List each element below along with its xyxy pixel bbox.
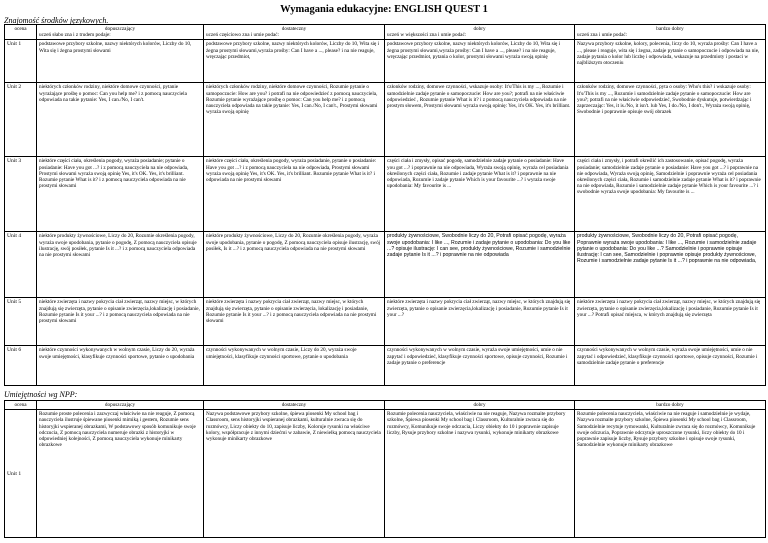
cell-dostateczny: podstawowe przybory szkolne, nazwy niektórych kolorów, Liczby do 10, Wita się i żegna prostymi słowami,wyraża prośby: Can I have a ..., please? i na nie reaguje, wręczając przedmiot, [204,40,385,83]
section2-heading: Umiejętności wg NPP: [4,390,78,399]
table-row [5,40,766,83]
npp-skills-table [4,400,766,538]
header-dopuszczajacy: dopuszczający [37,401,204,410]
header-dopuszczajacy: dopuszczający uczeń słabo zna i z trudem podaje: [37,25,204,40]
section1-heading: Znajomość środków językowych. [4,16,109,25]
unit-label: Unit 1 [5,40,37,83]
cell-dobry: podstawowe przybory szkolne, nazwy niektórych kolorów, Liczby do 10, Wita się i żegna prostymi słowami,wyraża prośby: Can I have a ..., please? i na nie reaguje, wręczając przedmiot, pytania o kolor, prostymi słowami wyraża swoją opinię [385,40,575,83]
header-dobry: dobry uczeń w większości zna i umie podać: [385,25,575,40]
language-skills-table [4,24,766,386]
unit-label: Unit 1 [5,410,37,538]
cell-dostateczny: niektóre części ciała, określenia pogody, wyraża posiadanie, pytanie o posiadanie: Have you got ...? i z pomocą nauczyciela na nie odpowiada, Prostymi słowami wyraża swoją opinię Yes, it's OK. Yes, it's brilliant. Rozumie pytanie What is it? i odpowiada na nie prostymi słowami [204,157,385,232]
page-title: Wymagania edukacyjne: ENGLISH QUEST 1 [280,4,488,15]
cell-dopuszczajacy: niektóre czynności wykonywanych w wolnym czasie, Liczy do 20, wyraża swoje umiejętności, klasyfikuje czynności sportowe, pytanie o upodobania [37,346,204,386]
cell-dopuszczajacy: Rozumie proste polecenia i zazwyczaj właściwie na nie reaguje, Z pomocą nauczyciela ilustruje śpiewane piosenki mimiką i gestem, Rozumie sens historyjki wspieranej obrazkami, W podstawowy sposób komunikuje swoje odczucia, Z pomocą nauczyciela numeruje obrazki z historyjki w odpowiedniej kolejności, Z pomocą nauczyciela wykonuje minikarty obrazkowe [37,410,204,538]
cell-bardzo-dobry: członków rodziny, domowe czynności, pyta o osoby: Who's this? i wskazuje osoby: It's/This is my ..., Rozumie i samodzielnie zadaje pytanie o samopoczucie: How are you?; potrafi na nie właściwie odpowiedzieć, Swobodnie dyskutuje, potwierdzając i zaprzeczając: Yes, it is./No, it isn't. lub Yes, I do./No, I don't., Wyraża swoją opinię, Swobodnie i poprawnie opisuje swój obrazek [575,83,766,157]
unit-label: Unit 5 [5,298,37,346]
cell-dopuszczajacy: niektóre zwierzęta i nazwy pokrycia ciał zwierząt, nazwy miejsc, w których znajdują się zwierzęta, pytanie o opisanie zwierzęcia,lokalizację i posiadanie, Rozumie pytanie Is it your ...? i z pomocą nauczyciela odpowiada na nie prostymi słowami [37,298,204,346]
header-bardzo-dobry: bardzo dobry uczeń zna i umie podać: [575,25,766,40]
cell-dobry: czynności wykonywanych w wolnym czasie, wyraża swoje umiejętności, umie o nie zapytać i odpowiedzieć, klasyfikuje czynności sportowe, opisuje czynności, Rozumie i zadaje pytanie o preferencje [385,346,575,386]
cell-dopuszczajacy: niektóre części ciała, określenia pogody, wyraża posiadanie; pytanie o posiadanie: Have you got ...? i z pomocą nauczyciela na nie odpowiada, Prostymi słowami wyraża swoją opinię Yes, it's OK. Yes, it's brilliant. Rozumie pytanie What is it? i z pomocą nauczyciela odpowiada na nie prostymi słowami [37,157,204,232]
cell-dopuszczajacy: podstawowe przybory szkolne, nazwy niektórych kolorów, Liczby do 10, Wita się i żegna prostymi słowami [37,40,204,83]
cell-bardzo-dobry: części ciała i zmysły, i potrafi określić ich zastosowanie, opisać pogodę, wyraża posiadanie; samodzielnie zadaje pytanie o posiadanie: Have you got ...? i poprawnie na nie odpowiada, Wyraża swoją opinię, Samodzielnie i poprawnie wyraża cel posiadania określonych części ciała, Rozumie i samodzielnie zadaje pytanie What is it? i poprawnie na nie odpowiada, Rozumie i samodzielnie zadaje pytanie Which is your favourite ...? i swobodnie wyraża swoje upodobania: My favourite is ... [575,157,766,232]
cell-dobry: części ciała i zmysły, opisać pogodę, samodzielnie zadaje pytanie o posiadanie: Have you got ...? i poprawnie na nie odpowiada, Wyraża swoją opinię, wyraża cel posiadania określonych części ciała, Rozumie i zadaje pytanie What is it? i poprawnie na nie odpowiada, Rozumie i zadaje pytanie Which is your favourite ...? i wyraża swoje upodobania: My favourite is ... [385,157,575,232]
header-ocena: ocena [5,401,37,410]
cell-dostateczny: Nazywa podstawowe przybory szkolne, śpiewa piosenki My school bag i Classroom, sens historyjki wspieranej obrazkami, kulturalnie zwraca się do rozmówcy, Liczy obiekty do 10, zapisuje liczby, Koloruje rysunki na właściwe kolory, współpracuje z innymi dziećmi w zabawie, Z niewielką pomocą nauczyciela wykonuje minikarty obrazkowe [204,410,385,538]
table-header-row [5,25,766,40]
cell-dostateczny: niektóre produkty żywnościowe, Liczy do 20, Rozumie określenia pogody, wyraża swoje upodobania, pytanie o pogodę, Z pomocą nauczyciela opisuje ilustrację, swój posiłek, Is it ...? i z pomocą nauczyciela odpowiada na nie prostymi słowami [204,232,385,298]
cell-dopuszczajacy: niektóre produkty żywnościowe, Liczy do 20, Rozumie określenia pogody, wyraża swoje upodobania, pytanie o pogodę, Z pomocą nauczyciela opisuje ilustrację, swój posiłek, pytanie Is it ...? i z pomocą nauczyciela odpowiada na nie prostymi słowami [37,232,204,298]
table-row [5,157,766,232]
unit-label: Unit 2 [5,83,37,157]
cell-bardzo-dobry: niektóre zwierzęta i nazwy pokrycia ciał zwierząt, nazwy miejsc, w których znajdują się zwierzęta, pytanie o opisanie zwierzęcia,lokalizację i posiadanie, Rozumie pytanie Is it your ...? Potrafi opisać miejsca, w których znajdują się zwierzęta [575,298,766,346]
header-dobry: dobry [385,401,575,410]
table-row [5,346,766,386]
header-dostateczny: dostateczny [204,401,385,410]
header-bardzo-dobry: bardzo dobry [575,401,766,410]
table-row [5,410,766,538]
cell-dobry: Rozumie polecenia nauczyciela, właściwie na nie reaguje, Nazywa rozmaite przybory szkolne, Śpiewa piosenki My school bag i Classroom, Kulturalnie zwraca się do rozmówcy, Komunikuje swoje odczucia, Liczy obiekty do 10 i poprawnie zapisuje liczby, Rysuje przybory szkolne i nazywa rysunki, wykonuje minikarty obrazkowe [385,410,575,538]
cell-dobry: członków rodziny, domowe czynności, wskazuje osoby: It's/This is my ..., Rozumie i samodzielnie zadaje pytanie o samopoczucie: How are you?; potrafi na nie właściwie odpowiedzieć , Rozumie pytanie What is it? i z pomocą nauczyciela odpowiada na nie prostym słowem, Prostymi słowami wyraża swoją opinię: Yes, it's OK. Yes, it's brilliant. [385,83,575,157]
cell-dostateczny: czynności wykonywanych w wolnym czasie, Liczy do 20, wyraża swoje umiejętności, klasyfikuje czynności sportowe, pytanie o upodobania [204,346,385,386]
header-ocena: ocena [5,25,37,40]
cell-dobry: produkty żywnościowe, Swobodnie liczy do 20, Potrafi opisać pogodę, wyraża swoje upodobania: I like ..., Rozumie i zadaje pytanie o upodobania: Do you like ...? opisuje ilustrację: I can see, produkty żywnościowe, Rozumie i samodzielnie zadaje pytanie Is it ...? i poprawnie na nie odpowiada [385,232,575,298]
cell-bardzo-dobry: czynności wykonywanych w wolnym czasie, wyraża swoje umiejętności, umie o nie zapytać i odpowiedzieć, klasyfikuje czynności sportowe, opisuje czynności, Rozumie i samodzielnie zadaje pytanie o preferencje [575,346,766,386]
table-header-row [5,401,766,410]
table-row [5,298,766,346]
cell-dostateczny: niektóre zwierzęta i nazwy pokrycia ciał zwierząt, nazwy miejsc, w których znajdują się zwierzęta, pytanie o opisanie zwierzęcia, lokalizację i posiadanie, Rozumie pytanie Is it your ...? i z pomocą nauczyciela odpowiada na nie prostymi słowami [204,298,385,346]
cell-bardzo-dobry: produkty żywnościowe, Swobodnie liczy do 20, Potrafi opisać pogodę, Poprawnie wyraża swoje upodobania: I like ..., Rozumie i samodzielnie zadaje pytanie o upodobania: Do you like ...? Samodzielnie i poprawnie opisuje ilustrację: I can see, Samodzielnie i poprawnie opisuje produkty żywnościowe, Rozumie i samodzielnie zadaje pytanie Is it ...? i poprawnie na nie odpowiada, [575,232,766,298]
cell-dopuszczajacy: niektórych członków rodziny, niektóre domowe czynności, pytanie wyrażające prośbę o pomoc: Can you help me? i z pomocą nauczyciela odpowiada na takie pytanie: Yes, I can./No, I can't. [37,83,204,157]
cell-dostateczny: niektórych członków rodziny, niektóre domowe czynności, Rozumie pytanie o samopoczucie: How are you? i potrafi na nie odpowiedzieć z pomocą nauczyciela, Rozumie pytanie wyrażające prośbę o pomoc: Can you help me? i z pomocą nauczyciela odpowiada na takie pytanie: Yes, I can./No, I can't., Prostymi słowami wyraża swoją opinię [204,83,385,157]
table-row [5,83,766,157]
cell-dobry: niektóre zwierzęta i nazwy pokrycia ciał zwierząt, nazwy miejsc, w których znajdują się zwierzęta, pytanie o opisanie zwierzęcia,lokalizację i posiadanie, Rozumie pytanie Is it your ...? [385,298,575,346]
table-row [5,232,766,298]
header-dostateczny: dostateczny uczeń częściowo zna i umie podać: [204,25,385,40]
unit-label: Unit 6 [5,346,37,386]
cell-bardzo-dobry: Rozumie polecenia nauczyciela, właściwie na nie reaguje i samodzielnie je wydaje, Nazywa rozmaite przybory szkolne, Śpiewa piosenki My school bag i Classroom, Samodzielnie recytuje rymowanki, Kulturalnie zwraca się do rozmówcy, Komunikuje swoje odczucia, Poprawnie odczytuje uproszczone rysunki, liczy obiekty do 10 i poprawnie zapisuje liczby, Rysuje przybory szkolne i opisuje swoje rysunki, Samodzielnie wykonuje minikarty obrazkowe [575,410,766,538]
unit-label: Unit 3 [5,157,37,232]
unit-label: Unit 4 [5,232,37,298]
cell-bardzo-dobry: Nazywa przybory szkolne, kolory, polecenia, liczy do 10, wyraża prośby: Can I have a ..., please i reaguje, wita się i żegna, zadaje pytanie o samopoczucie i odpowiada na nie, zadaje pytania o kolor lub liczbę i odpowiada, wskazuje na przedmioty i postaci w najbliższym otoczeniu [575,40,766,83]
